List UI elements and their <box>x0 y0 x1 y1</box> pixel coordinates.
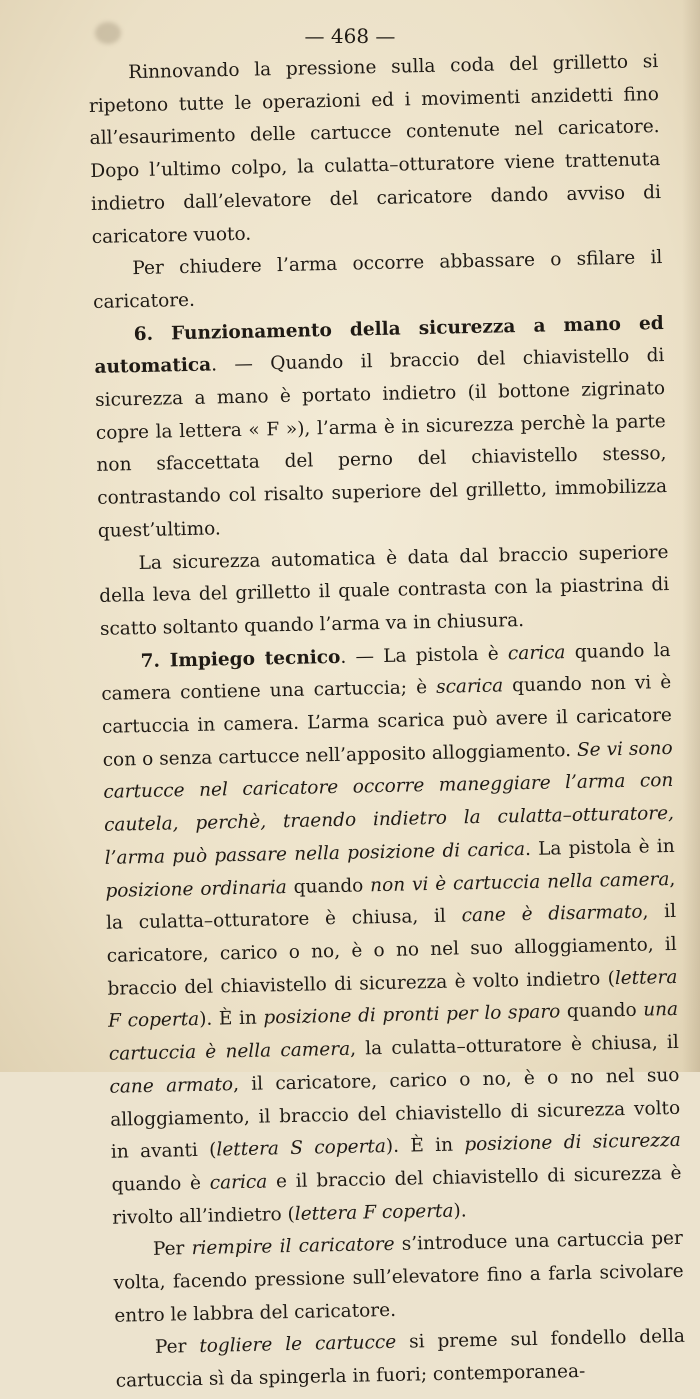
paragraph-sicurezza: 6. Funzionamento della sicurezza a mano ed automatica. — Quando il braccio del chiavistello di sicurezza a mano è portato indietro (il bottone zigrinato copre la lettera « F »), l’arma è in sicurezza perchè la parte non sfaccettata del perno del chiavistello stesso, contrastando col risalto superiore del grilletto, immobilizza quest’ultimo. <box>94 312 668 542</box>
paragraph-impiego: 7. Impiego tecnico. — La pistola è carica quando la camera contiene una cartuccia; è scarica quando non vi è cartuccia in camera. L’arma scarica può avere il caricatore con o senza cartucce nell’apposito alloggiamento. Se vi sono cartucce nel caricatore occorre maneggiare l’arma con cautela, perchè, traendo indietro la culatta–otturatore, l’arma può passare nella posizione di carica. La pistola è in posizione ordinaria quando non vi è cartuccia nella camera, la culatta–otturatore è chiusa, il cane è disarmato, il caricatore, carico o no, è o no nel suo alloggiamento, il braccio del chiavistello di sicurezza è volto indietro (lettera F coperta). È in posizione di pronti per lo sparo quando una cartuccia è nella camera, la culatta–otturatore è chiusa, il cane armato, il caricatore, carico o no, è o no nel suo alloggiamento, il braccio del chiavistello di sicurezza volto in avanti (lettera S coperta). È in posizione di sicurezza quando è carica e il braccio del chiavistello di sicurezza è rivolto all’indietro (lettera F coperta). <box>101 639 682 1229</box>
page-edge-shadow <box>682 0 700 1072</box>
paragraph-togliere: Per togliere le cartucce si preme sul fondello della cartuccia sì da spingerla in fuori; contemporanea- <box>115 1326 686 1392</box>
paragraph-sicurezza-automatica: La sicurezza automatica è data dal braccio superiore della leva del grilletto il quale contrasta con la piastrina di scatto soltanto quando l’arma va in chiusura. <box>99 541 670 640</box>
section-heading-7: 7. Impiego tecnico <box>140 646 341 672</box>
paragraph-grilletto: Rinnovando la pressione sulla coda del grilletto si ripetono tutte le operazioni ed i movimenti anzidetti fino all’esaurimento delle cartucce contenute nel caricatore. Dopo l’ultimo colpo, la culatta–otturatore viene trattenuta indietro dall’elevatore del caricatore dando avviso di caricatore vuoto. <box>88 51 662 248</box>
section-heading-6: 6. Funzionamento della sicurezza a mano ed automatica <box>94 312 664 379</box>
page-number: — 468 — <box>304 24 396 48</box>
paragraph-riempire: Per riempire il caricatore s’introduce una cartuccia per volta, facendo pressione sull’elevatore fino a farla scivolare entro le labbra del caricatore. <box>113 1228 684 1327</box>
body-text <box>88 46 686 1398</box>
paragraph-chiudere: Per chiudere l’arma occorre abbassare o sfilare il caricatore. <box>92 247 663 313</box>
